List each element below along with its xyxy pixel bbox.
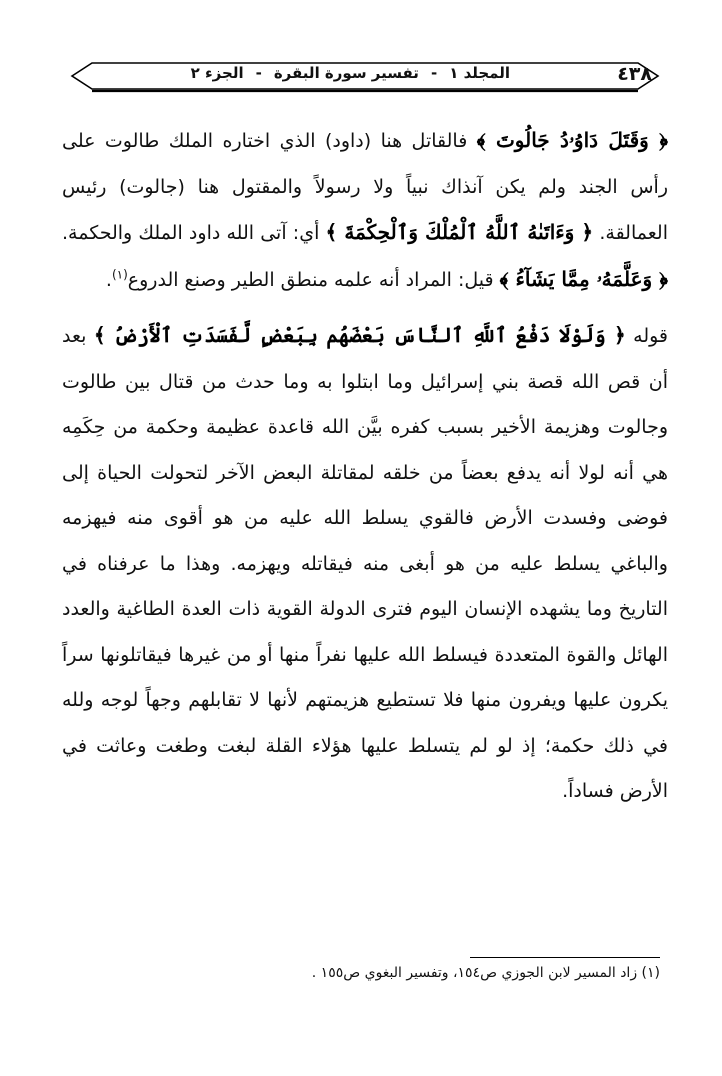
title-separator: - — [255, 64, 262, 82]
surah-title: تفسير سورة البقرة — [273, 64, 419, 82]
quran-verse: ﴿ وَقَتَلَ دَاوُۥدُ جَالُوتَ ﴾ — [476, 128, 669, 152]
commentary-text: قوله — [625, 325, 669, 347]
footnote — [54, 962, 660, 984]
footnote-number: (١) — [641, 965, 660, 981]
commentary-text: فالقاتل هنا (داود) الذي اختاره الملك طالوت على رأس الجند ولم يكن آنذاك نبياً ولا رسولاً والمقتول هنا (جالوت) رئيس العمالقة. — [62, 130, 668, 244]
page-number: ٤٣٨ — [617, 63, 652, 85]
running-header — [70, 55, 660, 97]
footnote-divider — [470, 957, 660, 958]
commentary-text: أي: آتى الله داود الملك والحكمة. — [62, 222, 326, 244]
volume-label: المجلد ١ — [449, 64, 510, 82]
paragraph-2 — [62, 313, 668, 815]
commentary-text: . — [105, 268, 112, 291]
commentary-text: بعد أن قص الله قصة بني إسرائيل وما ابتلوا به وما حدث من قتال بين طالوت وجالوت وهزيمة الأخير بسبب كفره بيَّن الله قاعدة عظيمة وحكمة من حِكَمِه هي أنه لولا أنه يدفع بعضاً من خلقه لمقاتلة البعض الآخر لتحولت الحياة إلى فوضى وفسدت الأرض فالقوي يسلط الله عليه من هو أقوى منه فيهزمه والباغي يسلط عليه من هو أبغى منه فيقاتله ويهزمه. وهذا ما عرفناه في التاريخ وما يشهده الإنسان اليوم فترى الدولة القوية ذات العدة الطاغية والعدد الهائل والقوة المتعددة فيسلط الله عليها نفراً منها أو من غيرها فيقاتلونها سراً يكرون عليها ويفرون منها فلا تستطيع هزيمتهم لأنها لا تقابلهم وجهاً لوجه ولله في ذلك حكمة؛ إذ لو لم يتسلط عليها هؤلاء القلة لبغت وطغت وعاثت في الأرض فساداً. — [62, 325, 668, 802]
quran-verse: ﴿ وَعَلَّمَهُۥ مِمَّا يَشَآءُ ﴾ — [499, 266, 668, 291]
footnote-text: زاد المسير لابن الجوزي ص١٥٤، وتفسير البغوي ص١٥٥ . — [311, 965, 642, 981]
running-title — [190, 64, 510, 82]
title-separator: - — [430, 64, 438, 82]
quran-verse: ﴿ وَلَوْلَا دَفْعُ ٱللَّهِ ٱلنَّاسَ بَعْضَهُم بِبَعْضٍ لَّفَسَدَتِ ٱلْأَرْضُ ﴾ — [93, 323, 626, 347]
body-text — [62, 118, 668, 815]
paragraph-1 — [62, 118, 668, 303]
commentary-text: قيل: المراد أنه علمه منطق الطير وصنع الدروع — [127, 268, 500, 291]
footnote-marker: (١) — [111, 267, 128, 282]
part-label: الجزء ٢ — [190, 64, 244, 82]
quran-verse: ﴿ وَءَاتَىٰهُ ٱللَّهُ ٱلْمُلْكَ وَٱلْحِكْمَةَ ﴾ — [325, 220, 594, 244]
